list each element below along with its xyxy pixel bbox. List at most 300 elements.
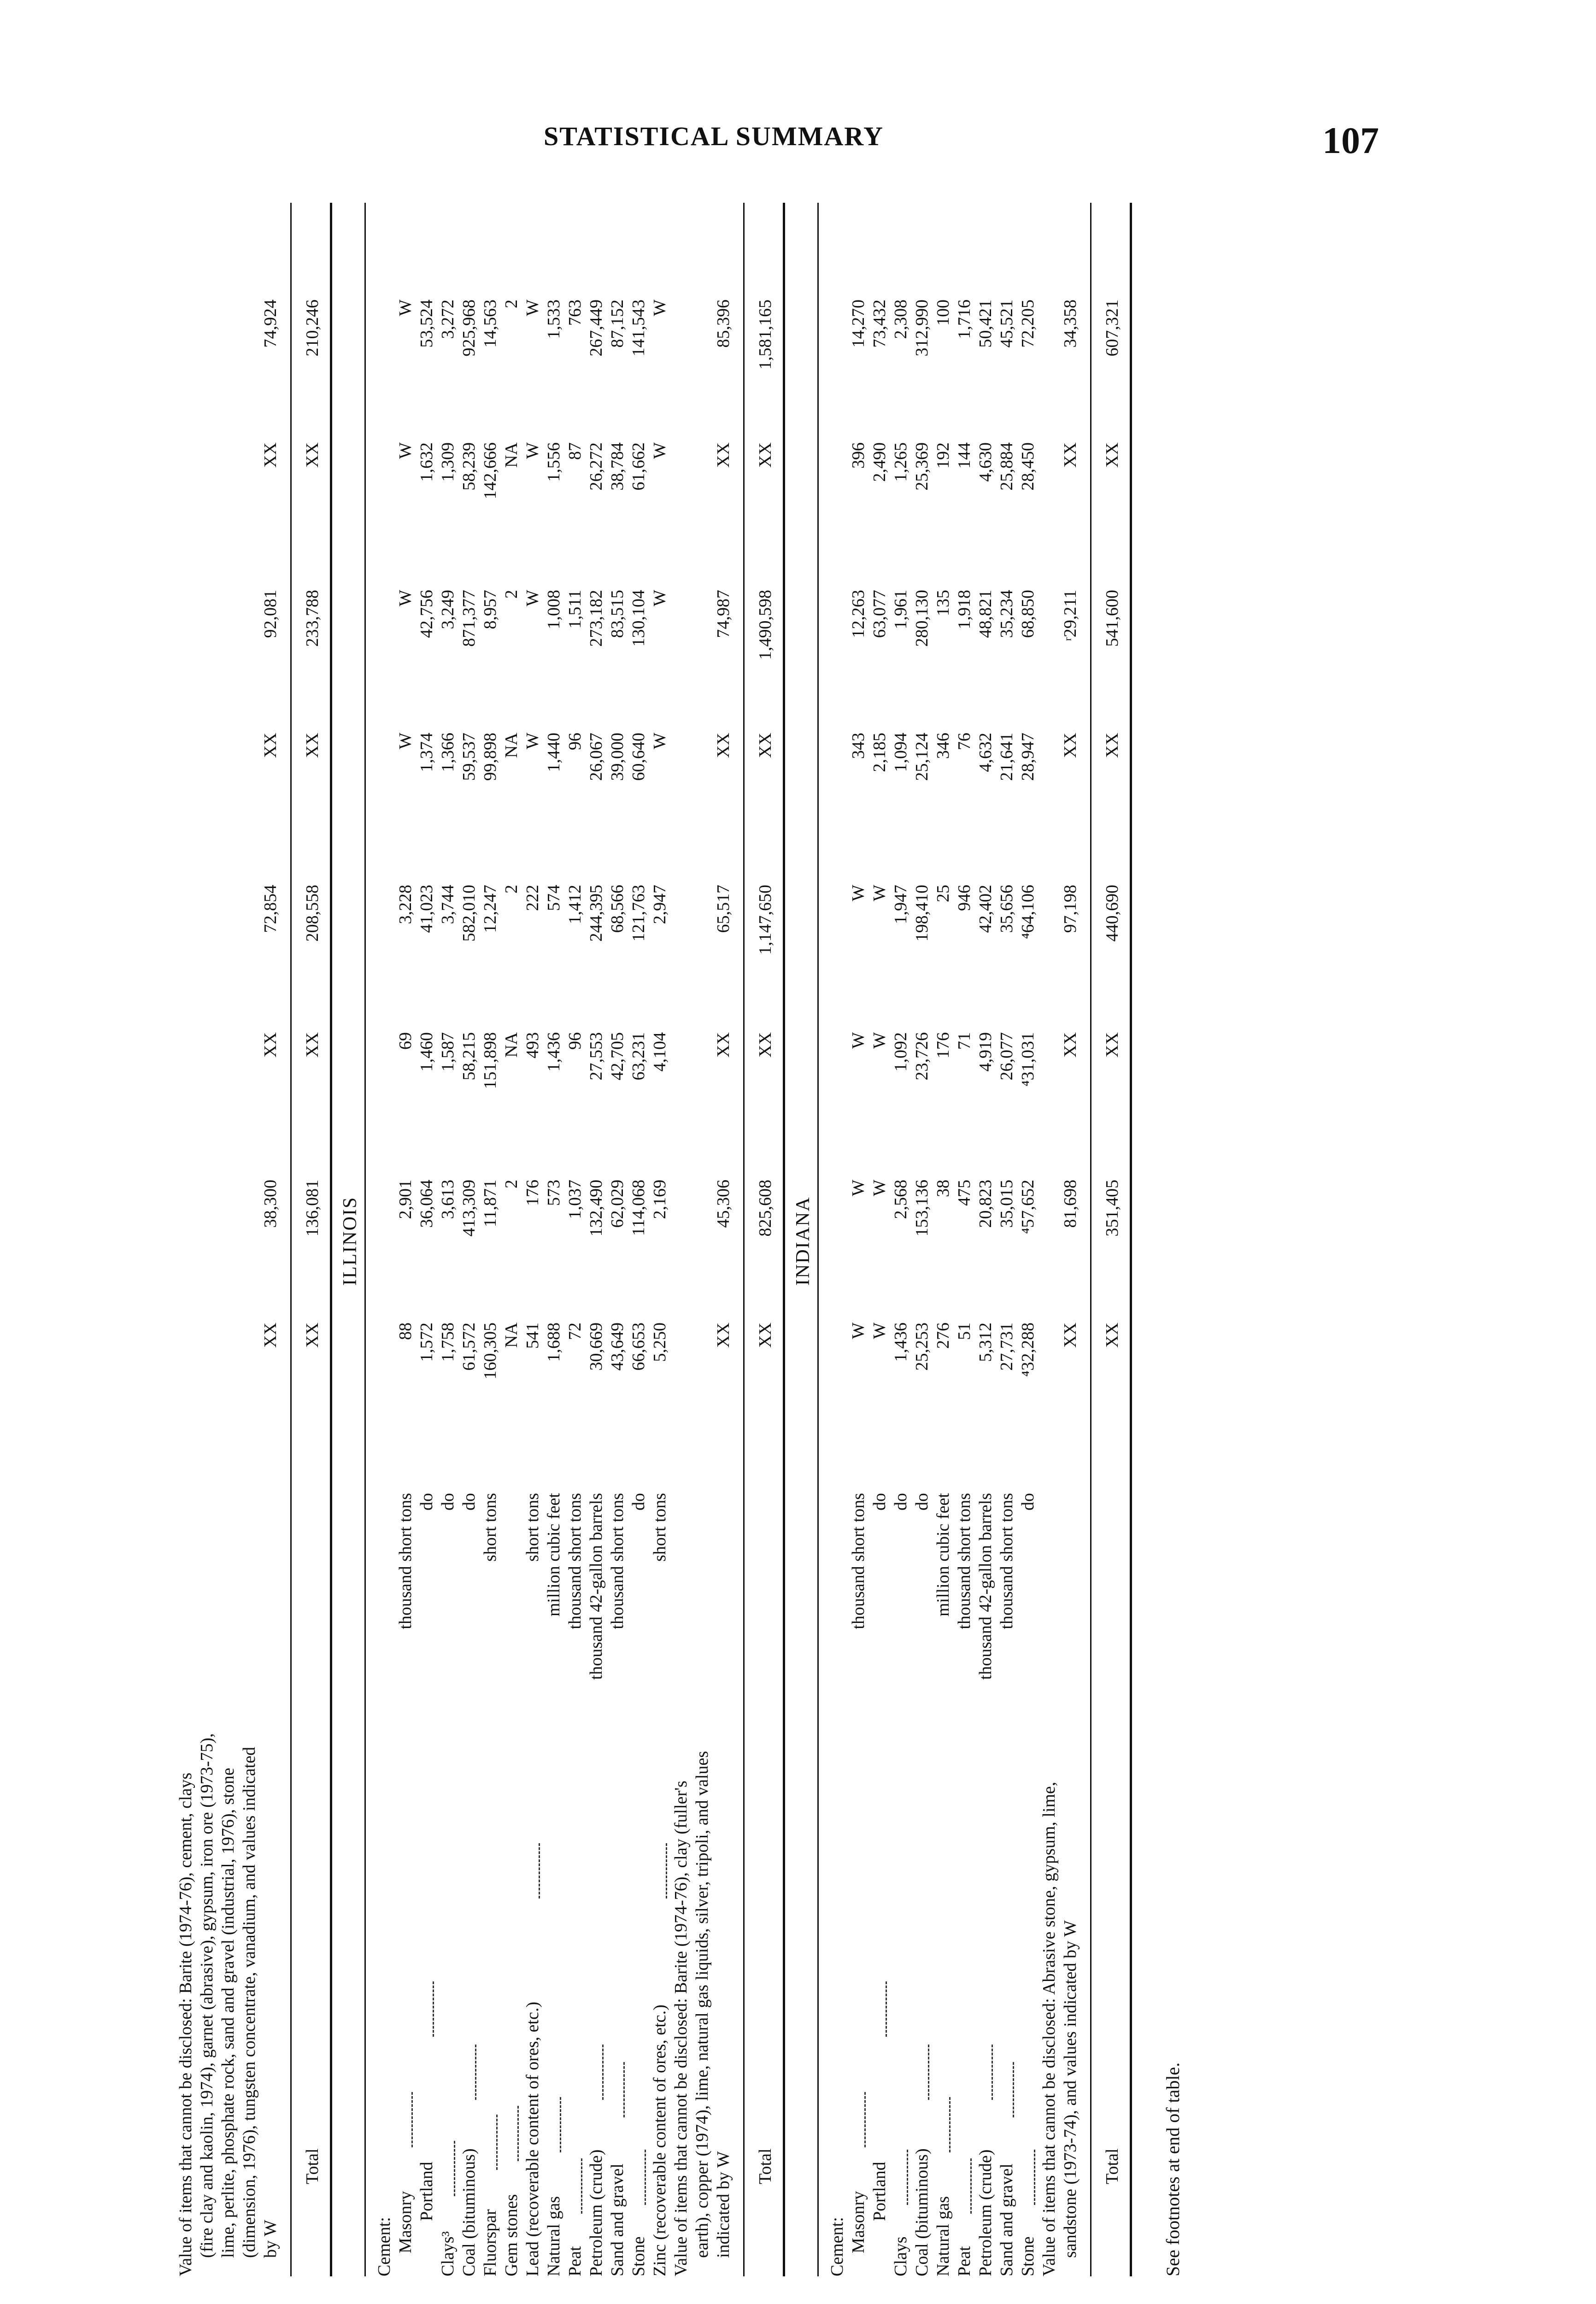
dot-leader	[433, 2141, 455, 2196]
indiana-row-value: 4,919	[976, 1032, 995, 1072]
indiana-row-value: ⁴64,106	[1018, 885, 1038, 939]
illinois-note-value: 45,306	[714, 1180, 733, 1228]
illinois-note-value: XX	[714, 733, 733, 758]
dot-leader	[864, 1981, 887, 2037]
row-label: Fluorspar	[481, 2209, 500, 2276]
illinois-row-value: 42,756	[417, 590, 436, 638]
illinois-row-value: 1,572	[417, 1322, 436, 1362]
indiana-row-value: 1,716	[955, 300, 974, 339]
illinois-row-value: 83,515	[608, 590, 627, 638]
illinois-row-value: W	[523, 733, 542, 749]
illinois-row	[543, 175, 564, 2276]
indiana-row-value: 45,521	[997, 300, 1016, 348]
illinois-row-value: 66,653	[629, 1322, 648, 1371]
indiana-total	[1102, 175, 1123, 2276]
top-total-value: 233,788	[303, 590, 322, 647]
illinois-row-value: NA	[502, 442, 521, 468]
indiana-row-value: 35,234	[997, 590, 1016, 638]
illinois-row-value: 61,662	[629, 442, 648, 491]
top-note-value: XX	[261, 1032, 280, 1058]
illinois-row	[501, 175, 522, 2276]
row-unit: do	[1018, 1493, 1038, 1511]
indiana-row-value: 23,726	[912, 1032, 932, 1081]
indiana-row-value: 1,947	[891, 885, 910, 924]
dot-leader	[602, 2062, 625, 2117]
indiana-row-value: 35,015	[997, 1180, 1016, 1228]
indiana-row-value: W	[870, 1032, 889, 1049]
indiana-row-value: 192	[933, 442, 953, 469]
table-rule	[743, 203, 745, 2276]
indiana-row	[996, 175, 1017, 2276]
indiana-row-value: 396	[849, 442, 868, 469]
row-label: Clays³	[438, 2231, 458, 2276]
illinois-row-value: 69	[396, 1032, 415, 1050]
illinois-row-value: 3,249	[438, 590, 458, 629]
illinois-row-value: W	[523, 590, 542, 606]
dot-leader	[970, 2045, 993, 2100]
illinois-row-value: 1,309	[438, 442, 458, 482]
illinois-row-value: 176	[523, 1180, 542, 1206]
top-note-line: (dimension, 1976), tungsten concentrate, vanadium, and values indicated	[240, 1746, 259, 2258]
illinois-row-value: 1,366	[438, 733, 458, 772]
indiana-note-value: ʳ29,211	[1061, 590, 1080, 641]
indiana-row-value: 280,130	[912, 590, 932, 647]
top-total-value: XX	[303, 442, 322, 468]
indiana-row-value: W	[849, 1322, 868, 1339]
illinois-row-value: 1,632	[417, 442, 436, 482]
illinois-row-value: NA	[502, 733, 521, 758]
illinois-row-value: 53,524	[417, 300, 436, 348]
indiana-row-value: 946	[955, 885, 974, 911]
indiana-row-value: W	[870, 1322, 889, 1339]
illinois-row-value: 1,008	[544, 590, 563, 629]
illinois-row-value: 60,640	[629, 733, 648, 781]
indiana-row-value: 4,632	[976, 733, 995, 772]
illinois-note-line: earth), copper (1974), lime, natural gas liquids, silver, tripoli, and values	[692, 1751, 712, 2258]
illinois-row-value: 88	[396, 1322, 415, 1340]
illinois-row-value: 267,449	[587, 300, 606, 357]
indiana-row	[954, 175, 975, 2276]
table-rule	[330, 203, 332, 2276]
illinois-row	[607, 175, 628, 2276]
illinois-row-value: 493	[523, 1032, 542, 1058]
illinois-total	[755, 175, 776, 2276]
top-note-values	[260, 175, 281, 2276]
indiana-row-value: 51	[955, 1322, 974, 1340]
row-label: Masonry	[396, 2191, 415, 2253]
indiana-row-value: 71	[955, 1032, 974, 1050]
total-label: Total	[1103, 2148, 1122, 2184]
indiana-row-value: 12,263	[849, 590, 868, 638]
indiana-row-value: 1,094	[891, 733, 910, 772]
indiana-row	[911, 175, 933, 2276]
indiana-note-values	[1060, 175, 1081, 2276]
illinois-row-value: 1,556	[544, 442, 563, 482]
indiana-row-value: 475	[955, 1180, 974, 1206]
top-total-value: XX	[303, 1032, 322, 1058]
dot-leader	[928, 2097, 951, 2152]
dot-leader	[992, 2062, 1014, 2117]
indiana-row-value: 26,077	[997, 1032, 1016, 1081]
section-title-indiana: INDIANA	[792, 1196, 814, 1286]
illinois-total-value: 1,581,165	[756, 300, 775, 370]
illinois-row-value: 2,901	[396, 1180, 415, 1219]
illinois-row	[416, 175, 437, 2276]
row-unit: thousand short tons	[997, 1493, 1016, 1629]
illinois-row-value: 72	[565, 1322, 585, 1340]
indiana-row-value: W	[849, 885, 868, 901]
top-note-line: (fire clay and kaolin, 1974), garnet (abrasive), gypsum, iron ore (1973-75),	[197, 1733, 217, 2258]
row-unit: thousand short tons	[849, 1493, 868, 1629]
illinois-row-value: 41,023	[417, 885, 436, 933]
indiana-row-value: 276	[933, 1322, 953, 1349]
dot-leader	[496, 2106, 519, 2161]
row-label: Masonry	[849, 2191, 868, 2253]
illinois-row-value: 58,239	[459, 442, 479, 491]
row-label: Peat	[955, 2246, 974, 2276]
illinois-row-value: W	[396, 733, 415, 749]
illinois-row-value: 151,898	[481, 1032, 500, 1089]
top-note-value: 74,924	[261, 300, 280, 348]
indiana-row-value: 50,421	[976, 300, 995, 348]
illinois-row-value: 3,613	[438, 1180, 458, 1219]
illinois-row-value: 12,247	[481, 885, 500, 933]
row-label: Stone	[629, 2236, 648, 2276]
illinois-row-value: 2,169	[650, 1180, 669, 1219]
illinois-row	[586, 175, 607, 2276]
indiana-row-value: 73,432	[870, 300, 889, 348]
illinois-row-value: 87,152	[608, 300, 627, 348]
indiana-row-value: W	[870, 885, 889, 901]
illinois-row-value: 38,784	[608, 442, 627, 491]
indiana-row-value: 5,312	[976, 1322, 995, 1362]
cement-label: Cement:	[827, 2217, 847, 2276]
dot-leader	[581, 2045, 604, 2100]
row-label: Natural gas	[544, 2196, 563, 2276]
dot-leader	[907, 2045, 929, 2100]
illinois-row-value: 2	[502, 885, 521, 893]
indiana-row-value: 1,092	[891, 1032, 910, 1072]
illinois-note-value: 74,987	[714, 590, 733, 638]
row-unit: do	[629, 1493, 648, 1511]
illinois-row-value: W	[523, 442, 542, 459]
illinois-row-value: 99,898	[481, 733, 500, 781]
row-unit: do	[912, 1493, 932, 1511]
illinois-row-value: 582,010	[459, 885, 479, 942]
illinois-row-value: 1,374	[417, 733, 436, 772]
indiana-row-value: 20,823	[976, 1180, 995, 1228]
statistical-table	[175, 175, 1345, 2276]
footnote: See footnotes at end of table.	[1162, 2062, 1183, 2276]
indiana-row	[933, 175, 954, 2276]
top-note-value: XX	[261, 1322, 280, 1348]
table-rule	[364, 203, 366, 2276]
indiana-row-value: 135	[933, 590, 953, 616]
illinois-row-value: 160,305	[481, 1322, 500, 1380]
indiana-row-value: 68,850	[1018, 590, 1038, 638]
top-note-value: XX	[261, 733, 280, 758]
illinois-row	[564, 175, 586, 2276]
row-unit: short tons	[481, 1493, 500, 1562]
total-label: Total	[756, 2148, 775, 2184]
illinois-row-value: 14,563	[481, 300, 500, 348]
indiana-row-value: 153,136	[912, 1180, 932, 1237]
illinois-row-value: W	[396, 590, 415, 606]
indiana-total-value: 607,321	[1103, 300, 1122, 357]
illinois-row-value: 42,705	[608, 1032, 627, 1081]
illinois-row-value: 763	[565, 300, 585, 326]
indiana-row-value: W	[870, 1180, 889, 1196]
illinois-row-value: W	[650, 590, 669, 606]
illinois-note-line: indicated by W	[714, 2151, 733, 2258]
row-label: Clays	[891, 2236, 910, 2276]
row-unit: short tons	[523, 1493, 542, 1562]
indiana-row-value: 25,884	[997, 442, 1016, 491]
illinois-row-value: W	[650, 733, 669, 749]
indiana-row-value: 14,270	[849, 300, 868, 348]
illinois-row-value: 2,947	[650, 885, 669, 924]
illinois-note-line: Value of items that cannot be disclosed: Barite (1974-76), clay (fuller's	[671, 1781, 691, 2276]
illinois-note-value: 65,517	[714, 885, 733, 933]
top-note-value: 92,081	[261, 590, 280, 638]
indiana-total-value: XX	[1103, 733, 1122, 758]
indiana-note-value: XX	[1061, 733, 1080, 758]
illinois-row-value: 59,537	[459, 733, 479, 781]
dot-leader	[390, 2092, 413, 2147]
illinois-row-value: 87	[565, 442, 585, 460]
row-unit: do	[417, 1493, 436, 1511]
indiana-row	[1017, 175, 1039, 2276]
top-note-line: by W	[261, 2220, 280, 2258]
illinois-row-value: 130,104	[629, 590, 648, 647]
illinois-row	[437, 175, 458, 2276]
indiana-row	[848, 175, 869, 2276]
indiana-total-value: XX	[1103, 1322, 1122, 1348]
row-unit: short tons	[650, 1493, 669, 1562]
row-label: Stone	[1018, 2236, 1038, 2276]
illinois-note-values	[713, 175, 734, 2276]
illinois-row	[480, 175, 501, 2276]
indiana-row-value: 1,918	[955, 590, 974, 629]
indiana-note-line: Value of items that cannot be disclosed: Abrasive stone, gypsum, lime,	[1039, 1781, 1059, 2276]
indiana-row-value: 48,821	[976, 590, 995, 638]
table-rule	[817, 203, 819, 2276]
top-total-value: 210,246	[303, 300, 322, 357]
indiana-row-value: 1,436	[891, 1322, 910, 1362]
row-unit: do	[459, 1493, 479, 1511]
illinois-row-value: 62,029	[608, 1180, 627, 1228]
indiana-row	[890, 175, 911, 2276]
indiana-row-value: 2,308	[891, 300, 910, 339]
table-rule	[290, 203, 292, 2276]
indiana-row-value: 76	[955, 733, 974, 750]
illinois-row-value: 5,250	[650, 1322, 669, 1362]
row-unit: do	[891, 1493, 910, 1511]
illinois-row-value: 96	[565, 1032, 585, 1050]
indiana-row-value: 198,410	[912, 885, 932, 942]
illinois-row-value: W	[650, 442, 669, 459]
dot-leader	[517, 1843, 540, 1898]
illinois-row-value: 30,669	[587, 1322, 606, 1371]
illinois-row-value: W	[396, 442, 415, 459]
illinois-row	[395, 175, 416, 2276]
illinois-row-value: 1,037	[565, 1180, 585, 1219]
dot-leader	[886, 2150, 908, 2205]
indiana-note-value: 97,198	[1061, 885, 1080, 933]
illinois-note-value: XX	[714, 1032, 733, 1058]
illinois-row-value: 27,553	[587, 1032, 606, 1081]
indiana-row-value: 2,490	[870, 442, 889, 482]
indiana-note-value: XX	[1061, 1322, 1080, 1348]
illinois-row-value: 132,490	[587, 1180, 606, 1237]
total-label: Total	[303, 2148, 322, 2184]
top-note-value: 72,854	[261, 885, 280, 933]
illinois-row	[628, 175, 649, 2276]
indiana-row-value: 72,205	[1018, 300, 1038, 348]
illinois-row-value: 222	[523, 885, 542, 911]
illinois-row-value: 68,566	[608, 885, 627, 933]
row-unit: thousand short tons	[396, 1493, 415, 1629]
indiana-row-value: 25,369	[912, 442, 932, 491]
indiana-row-value: 21,641	[997, 733, 1016, 781]
illinois-row-value: 58,215	[459, 1032, 479, 1081]
illinois-note-value: XX	[714, 442, 733, 468]
illinois-total-value: XX	[756, 733, 775, 758]
illinois-row-value: 4,104	[650, 1032, 669, 1072]
section-title-illinois: ILLINOIS	[340, 1196, 361, 1286]
row-unit: million cubic feet	[544, 1493, 563, 1617]
row-unit: million cubic feet	[933, 1493, 953, 1617]
indiana-row-value: 28,450	[1018, 442, 1038, 491]
indiana-row-value: W	[849, 1180, 868, 1196]
illinois-row-value: 3,228	[396, 885, 415, 924]
row-label: Gem stones	[502, 2194, 521, 2276]
row-label: Coal (bituminous)	[459, 2148, 479, 2276]
illinois-row-value: NA	[502, 1032, 521, 1058]
illinois-row	[522, 175, 543, 2276]
illinois-row-value: 1,440	[544, 733, 563, 772]
row-label: Petroleum (crude)	[587, 2149, 606, 2276]
row-unit: thousand 42-gallon barrels	[587, 1493, 606, 1680]
indiana-row-value: 2,568	[891, 1180, 910, 1219]
page-title: STATISTICAL SUMMARY	[544, 121, 884, 151]
top-total	[302, 175, 323, 2276]
illinois-row-value: 114,068	[629, 1180, 648, 1236]
row-label: Zinc (recoverable content of ores, etc.)	[650, 2004, 669, 2276]
illinois-row-value: 1,436	[544, 1032, 563, 1072]
indiana-row-value: 28,947	[1018, 733, 1038, 781]
indiana-row-value: 25,253	[912, 1322, 932, 1371]
row-unit: thousand short tons	[565, 1493, 585, 1629]
illinois-row-value: 26,272	[587, 442, 606, 491]
illinois-row-value: 925,968	[459, 300, 479, 357]
dot-leader	[843, 2092, 866, 2147]
indiana-row-value: 25	[933, 885, 953, 902]
row-label: Portland	[870, 2162, 889, 2221]
illinois-total-value: 1,490,598	[756, 590, 775, 660]
dot-leader	[1013, 2150, 1035, 2205]
indiana-total-value: XX	[1103, 442, 1122, 468]
illinois-row-value: W	[396, 300, 415, 316]
indiana-row-value: 27,731	[997, 1322, 1016, 1371]
illinois-row-value: 1,688	[544, 1322, 563, 1362]
illinois-row-value: 141,543	[629, 300, 648, 357]
illinois-row-value: 11,871	[481, 1180, 500, 1228]
illinois-row-value: 1,511	[565, 590, 585, 629]
row-unit: do	[870, 1493, 889, 1511]
row-unit: thousand short tons	[608, 1493, 627, 1629]
illinois-row-value: 574	[544, 885, 563, 911]
illinois-row-value: 2	[502, 300, 521, 308]
row-label: Lead (recoverable content of ores, etc.)	[523, 2001, 542, 2276]
indiana-note-value: 34,358	[1061, 300, 1080, 348]
indiana-note-value: 81,698	[1061, 1180, 1080, 1228]
illinois-row-value: 573	[544, 1180, 563, 1206]
illinois-total-value: XX	[756, 442, 775, 468]
illinois-row-value: 2	[502, 590, 521, 599]
dot-leader	[475, 2115, 498, 2170]
indiana-total-value: 541,600	[1103, 590, 1122, 647]
illinois-total-value: 825,608	[756, 1180, 775, 1237]
table-rule	[1090, 203, 1091, 2276]
illinois-note-value: 85,396	[714, 300, 733, 348]
indiana-row-value: 38	[933, 1180, 953, 1197]
illinois-row-value: W	[523, 300, 542, 316]
illinois-row-value: 26,067	[587, 733, 606, 781]
illinois-row-value: 121,763	[629, 885, 648, 942]
indiana-row-value: 312,990	[912, 300, 932, 357]
page-number: 107	[1322, 119, 1379, 161]
indiana-total-value: 440,690	[1103, 885, 1122, 942]
indiana-total-value: XX	[1103, 1032, 1122, 1058]
indiana-row-value: 1,961	[891, 590, 910, 629]
illinois-row-value: 1,587	[438, 1032, 458, 1072]
illinois-row-value: 39,000	[608, 733, 627, 781]
indiana-row-value: 2,185	[870, 733, 889, 772]
illinois-total-value: XX	[756, 1322, 775, 1348]
illinois-total-value: XX	[756, 1032, 775, 1058]
illinois-row-value: 1,460	[417, 1032, 436, 1072]
indiana-row-value: 346	[933, 733, 953, 759]
row-unit: thousand 42-gallon barrels	[976, 1493, 995, 1680]
indiana-row-value: W	[849, 1032, 868, 1049]
top-total-value: 136,081	[303, 1180, 322, 1237]
illinois-total-value: 1,147,650	[756, 885, 775, 955]
illinois-row-value: 541	[523, 1322, 542, 1349]
indiana-row-value: ⁴57,652	[1018, 1180, 1038, 1234]
cement-label: Cement:	[375, 2217, 394, 2276]
row-unit: do	[438, 1493, 458, 1511]
row-unit: thousand short tons	[955, 1493, 974, 1629]
indiana-note-line: sandstone (1973-74), and values indicated by W	[1061, 1920, 1080, 2258]
top-note-value: XX	[261, 442, 280, 468]
indiana-row-value: 1,265	[891, 442, 910, 482]
illinois-row-value: 2	[502, 1180, 521, 1188]
dot-leader	[411, 1981, 434, 2037]
dot-leader	[645, 1843, 667, 1898]
row-label: Portland	[417, 2162, 436, 2221]
indiana-row-value: 4,630	[976, 442, 995, 482]
indiana-row	[975, 175, 996, 2276]
illinois-row-value: 871,377	[459, 590, 479, 647]
indiana-note-value: XX	[1061, 1032, 1080, 1058]
illinois-row-value: 36,064	[417, 1180, 436, 1228]
indiana-row-value: 42,402	[976, 885, 995, 933]
top-total-value: XX	[303, 1322, 322, 1348]
illinois-row	[649, 175, 670, 2276]
illinois-row	[458, 175, 480, 2276]
top-note-line: Value of items that cannot be disclosed: Barite (1974-76), cement, clays	[176, 1772, 195, 2276]
